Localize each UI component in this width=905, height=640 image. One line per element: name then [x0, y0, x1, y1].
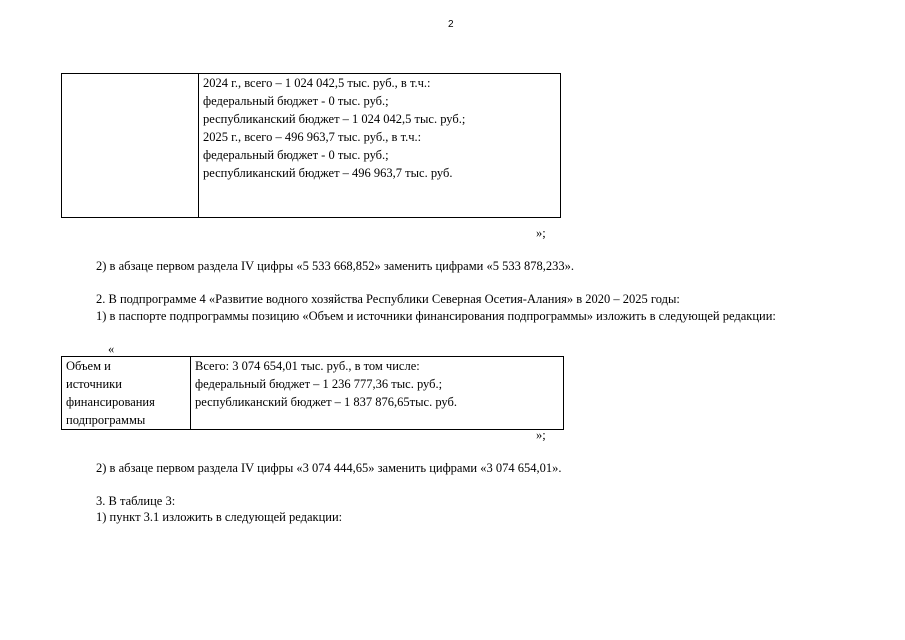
table-line: источники: [66, 377, 122, 391]
table-line: Объем и: [66, 359, 111, 373]
table-line: федеральный бюджет - 0 тыс. руб.;: [203, 148, 389, 162]
paragraph-subprogram-4: 2. В подпрограмме 4 «Развитие водного хозяйства Республики Северная Осетия-Алания» в 2020 – 2025 годы:: [96, 292, 680, 306]
page-number: 2: [448, 19, 454, 30]
table-cell-empty: [62, 74, 199, 218]
paragraph-item-3-1: 1) пункт 3.1 изложить в следующей редакции:: [96, 510, 343, 524]
table-line: 2025 г., всего – 496 963,7 тыс. руб., в т.ч.:: [203, 130, 422, 144]
paragraph-section-iv-figures: 2) в абзаце первом раздела IV цифры «5 533 668,852» заменить цифрами «5 533 878,233».: [96, 259, 574, 273]
closing-quote: »;: [536, 226, 546, 240]
table-line: Всего: 3 074 654,01 тыс. руб., в том числе:: [195, 359, 420, 373]
table-cell-amounts: [191, 357, 564, 430]
paragraph-passport-position: 1) в паспорте подпрограммы позицию «Объем и источники финансирования подпрограммы» изложить в следующей редакции:: [96, 309, 776, 323]
table-line: 2024 г., всего – 1 024 042,5 тыс. руб., в т.ч.:: [203, 76, 431, 90]
table-cell-label: [62, 357, 191, 430]
paragraph-table-3: 3. В таблице 3:: [96, 494, 176, 508]
closing-quote: »;: [536, 428, 546, 442]
funding-volume-table: [61, 356, 564, 430]
funding-table-continued: [61, 73, 561, 218]
table-line: финансирования: [66, 395, 155, 409]
table-cell-funding-by-year: [199, 74, 561, 218]
paragraph-section-iv-figures-2: 2) в абзаце первом раздела IV цифры «3 074 444,65» заменить цифрами «3 074 654,01».: [96, 461, 562, 475]
table-line: республиканский бюджет – 496 963,7 тыс. руб.: [203, 166, 453, 180]
table-line: республиканский бюджет – 1 837 876,65тыс. руб.: [195, 395, 457, 409]
table-line: федеральный бюджет - 0 тыс. руб.;: [203, 94, 389, 108]
opening-quote: «: [108, 342, 115, 356]
table-line: республиканский бюджет – 1 024 042,5 тыс. руб.;: [203, 112, 466, 126]
table-line: подпрограммы: [66, 413, 146, 427]
table-line: федеральный бюджет – 1 236 777,36 тыс. руб.;: [195, 377, 443, 391]
